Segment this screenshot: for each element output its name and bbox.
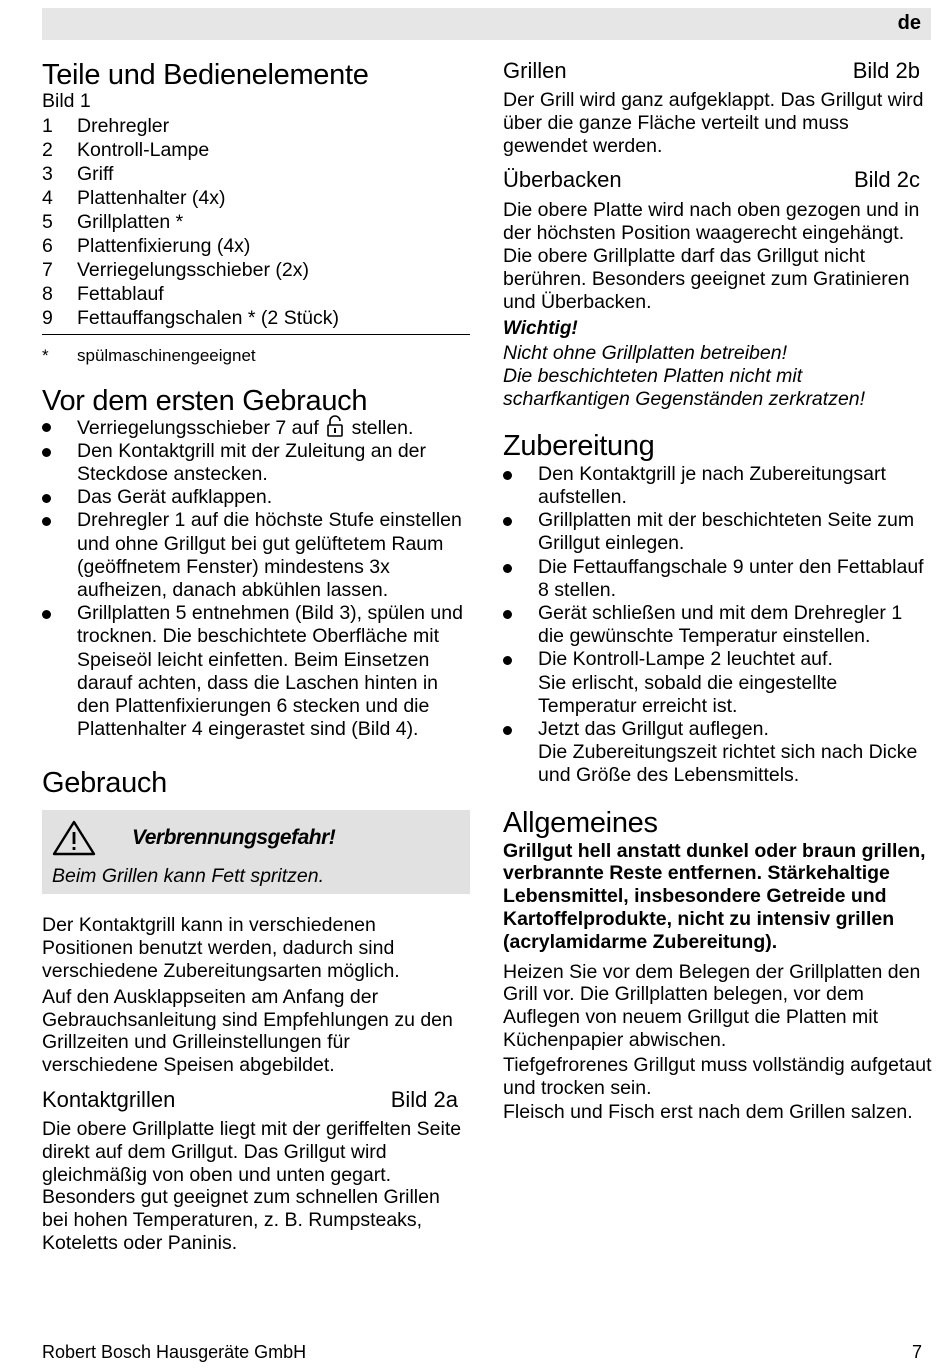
parts-list	[42, 114, 470, 330]
page-number: 7	[911, 1342, 922, 1362]
list-item: Grillplatten 5 entnehmen (Bild 3), spülen und trocknen. Die beschichtete Oberfläche mit Speiseöl leicht einfetten. Beim Einsetzen darauf achten, dass die Laschen hinten in den Plattenfixierungen 6 stecken und die Plattenhalter 4 eingerastet sind (Bild 4).	[42, 602, 470, 741]
divider	[42, 334, 470, 335]
list-item: 6 Plattenfixierung (4x)	[42, 234, 251, 257]
prep-list	[503, 463, 933, 788]
list-item: Den Kontaktgrill mit der Zuleitung an der Steckdose anstecken.	[42, 440, 470, 486]
list-item: Jetzt das Grillgut auflegen. Die Zubereitungszeit richtet sich nach Dicke und Größe des Lebensmittels.	[503, 718, 933, 788]
grill-subheading: Grillen Bild 2b	[503, 58, 920, 83]
list-item: 4 Plattenhalter (4x)	[42, 186, 226, 209]
list-item: 1 Drehregler	[42, 114, 170, 137]
list-item: Den Kontaktgrill je nach Zubereitungsart aufstellen.	[503, 463, 933, 509]
list-item: Die Fettauffangschale 9 unter den Fettablauf 8 stellen.	[503, 556, 933, 602]
list-item: Drehregler 1 auf die höchste Stufe einstellen und ohne Grillgut bei gut gelüftetem Raum (geöffnetem Fenster) mindestens 3x aufheizen, danach abkühlen lassen.	[42, 509, 470, 602]
grill-text: Der Grill wird ganz aufgeklappt. Das Grillgut wird über die ganze Fläche verteilt und muss gewendet werden.	[503, 89, 924, 157]
left-column	[42, 58, 470, 1255]
list-item: 7 Verriegelungsschieber (2x)	[42, 258, 309, 281]
important-label: Wichtig!	[503, 318, 578, 340]
footnote: * spülmaschinengeeignet	[42, 345, 256, 365]
general-bold-paragraph: Grillgut hell anstatt dunkel oder braun grillen, verbrannte Reste entfernen. Stärkehaltige Lebensmittel, insbesondere Getreide und Kartoffelprodukte, nicht zu intensiv grillen (acrylamidarme Zubereitung).	[503, 839, 926, 953]
list-item: Gerät schließen und mit dem Drehregler 1 die gewünschte Temperatur einstellen.	[503, 602, 933, 648]
list-item: 5 Grillplatten *	[42, 210, 184, 233]
warning-icon	[52, 820, 96, 856]
warning-title: Verbrennungsgefahr!	[132, 826, 336, 850]
usage-paragraph-2: Auf den Ausklappseiten am Anfang der Gebrauchsanleitung sind Empfehlungen zu den Grillzeiten und Grilleinstellungen für verschiedene Speisen abgebildet.	[42, 985, 453, 1077]
parts-heading: Teile und Bedienelemente	[42, 59, 369, 91]
language-code: de	[897, 12, 921, 34]
list-item: 8 Fettablauf	[42, 282, 164, 305]
warning-box	[42, 810, 470, 894]
list-item: Die Kontroll-Lampe 2 leuchtet auf. Sie erlischt, sobald die eingestellte Temperatur erreicht ist.	[503, 648, 933, 718]
bake-text: Die obere Platte wird nach oben gezogen und in der höchsten Position waagerecht eingehängt. Die obere Grillplatte darf das Grillgut nicht berühren. Besonders geeignet zum Gratinieren und Überbacken.	[503, 199, 920, 313]
contact-grill-text: Die obere Grillplatte liegt mit der geriffelten Seite direkt auf dem Grillgut. Das Grillgut wird gleichmäßig von oben und unten gegart. Besonders gut geeignet zum schnellen Grillen bei hohen Temperaturen, z. B. Rumpsteaks, Koteletts oder Paninis.	[42, 1117, 462, 1254]
general-paragraph-1: Heizen Sie vor dem Belegen der Grillplatten den Grill vor. Die Grillplatten belegen, vor dem Auflegen von neuem Grillgut die Platten mit Küchenpapier abwischen.	[503, 960, 921, 1051]
list-item: 2 Kontroll-Lampe	[42, 138, 210, 161]
general-heading: Allgemeines	[503, 806, 658, 839]
language-bar	[42, 8, 931, 40]
general-paragraph-3: Fleisch und Fisch erst nach dem Grillen salzen.	[503, 1101, 913, 1124]
bake-subheading: Überbacken Bild 2c	[503, 167, 920, 193]
first-use-heading: Vor dem ersten Gebrauch	[42, 384, 368, 417]
usage-heading: Gebrauch	[42, 767, 167, 800]
contact-grill-subheading: Kontaktgrillen Bild 2a	[42, 1086, 458, 1112]
usage-paragraph-1: Der Kontaktgrill kann in verschiedenen Positionen benutzt werden, dadurch sind verschiedene Zubereitungsarten möglich.	[42, 914, 400, 982]
list-item: 9 Fettauffangschalen * (2 Stück)	[42, 306, 339, 329]
list-item: 3 Griff	[42, 162, 114, 185]
prep-heading: Zubereitung	[503, 429, 655, 462]
general-paragraph-2: Tiefgefrorenes Grillgut muss vollständig aufgetaut und trocken sein.	[503, 1053, 932, 1099]
warning-text: Beim Grillen kann Fett spritzen.	[52, 865, 325, 888]
list-item: Verriegelungsschieber 7 auf stellen.	[42, 415, 470, 440]
right-column	[503, 58, 933, 1124]
important-line-2: Die beschichteten Platten nicht mit scharfkantigen Gegenständen zerkratzen!	[503, 365, 866, 410]
important-line-1: Nicht ohne Grillplatten betreiben!	[503, 342, 787, 365]
first-use-list	[42, 415, 470, 742]
list-item: Das Gerät aufklappen.	[42, 486, 470, 509]
page-footer	[42, 1342, 922, 1363]
list-item: Grillplatten mit der beschichteten Seite zum Grillgut einlegen.	[503, 509, 933, 555]
company-name: Robert Bosch Hausgeräte GmbH	[42, 1342, 307, 1362]
parts-figure-ref: Bild 1	[42, 90, 91, 112]
unlock-icon	[326, 415, 344, 437]
